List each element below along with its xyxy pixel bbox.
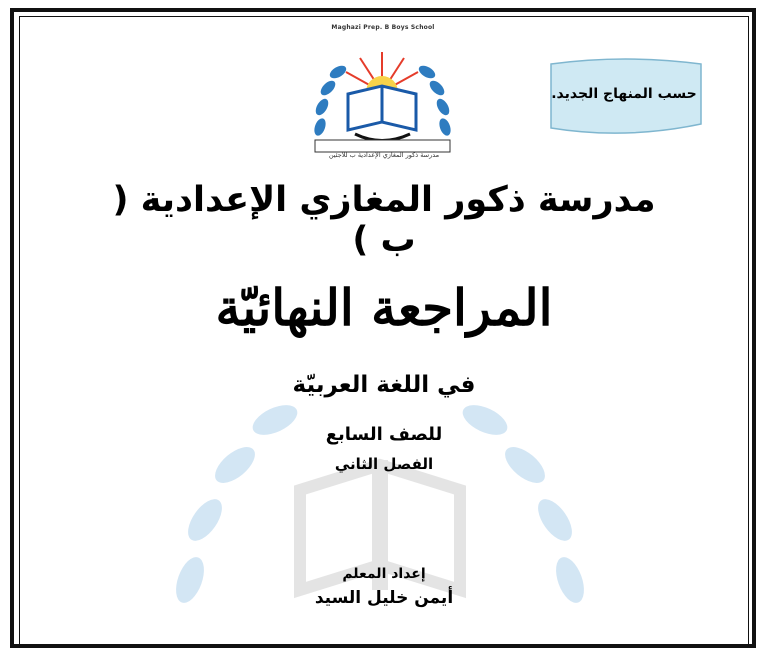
school-logo (300, 22, 465, 172)
logo-bottom-text: مدرسة ذكور المغازي الإعدادية ب للاجئين (328, 151, 440, 159)
badge-text: حسب المنهاج الجديد. (551, 86, 697, 102)
grade-line: للصف السابع (325, 424, 443, 445)
subject-line: في اللغة العربيّة (292, 372, 476, 398)
school-name: مدرسة ذكور المغازي الإعدادية ( ب ) (112, 180, 656, 260)
page-title: المراجعة النهائيّة (215, 278, 553, 337)
teacher-name: أيمن خليل السيد (314, 588, 454, 608)
term-line: الفصل الثاني (334, 455, 434, 473)
prepared-by-label: إعداد المعلم (342, 566, 426, 582)
logo-top-text: Maghazi Prep. B Boys School (331, 24, 435, 31)
